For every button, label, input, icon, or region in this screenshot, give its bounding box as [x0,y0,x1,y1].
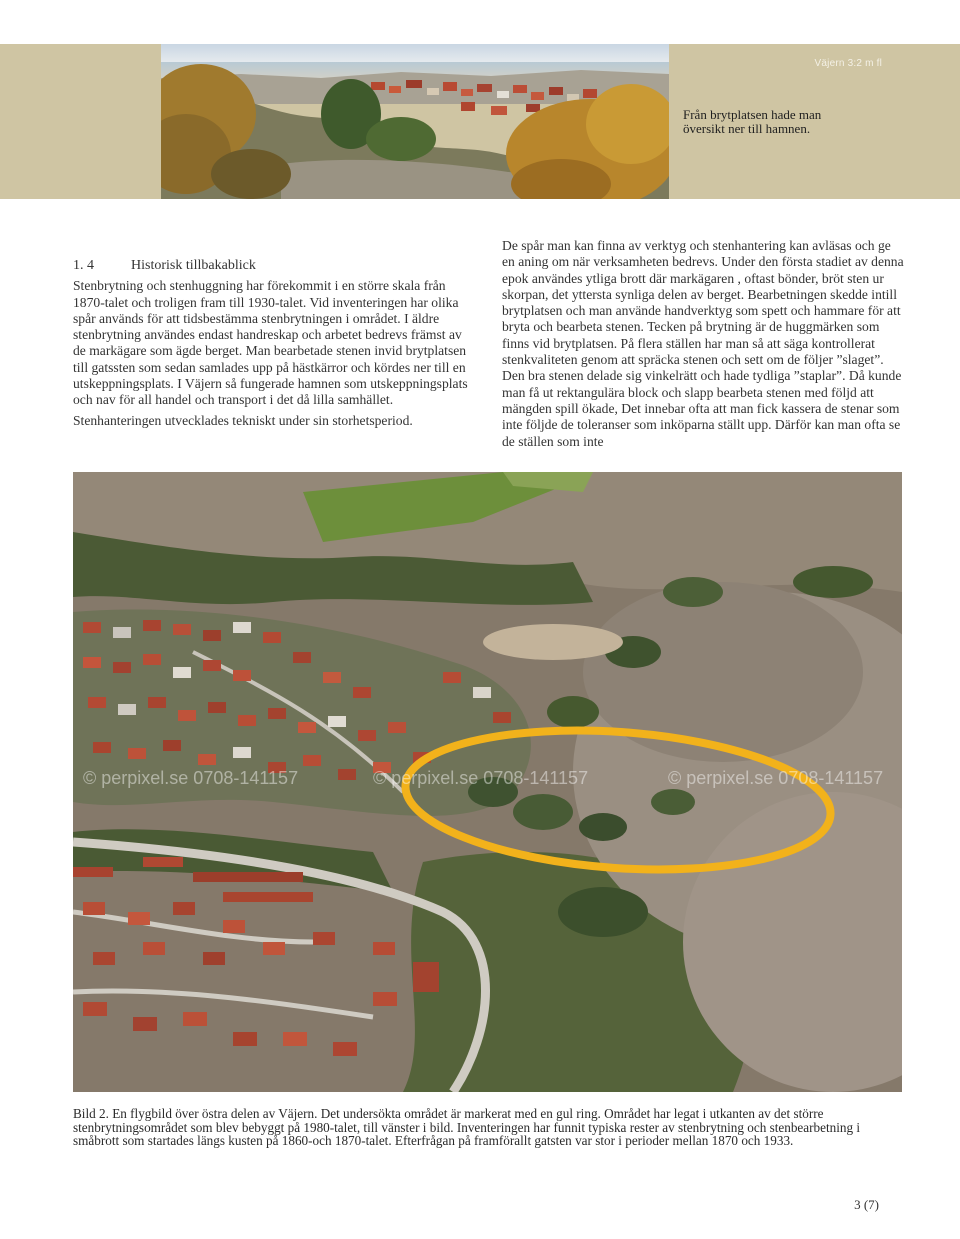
body-paragraph: De spår man kan finna av verktyg och stenhantering kan avläsas och ge en aning om när verksamheten bedrevs. Under den första stadiet av denna epok användes ytliga brott där markägaren , oftast bönder, bröt sten ur skorpan, det yttersta synliga delen av berget. Bearbetningen skedde intill brytplatsen och man använde handverktyg som spett och hammare för att bryta och bearbeta stenen. Tecken på brytning är de huggmärken som finns vid brytplatsen. På flera ställen har man så att säga kontrollerat stenkvaliteten genom att spräcka stenen och sett om de följer ”slaget”. Den bra stenen delade sig vinkelrätt och hade tydliga ”staplar”. Då kunde man få ut rektangulära block och slapp bearbeta stenen med följd att mängden spill ökade, Det innebar ofta att man fick kassera de stenar som inte följde de toleranser som inköparna ställt upp. Därför kan man ofta se de ställen som inte [502,238,904,449]
body-paragraph: Stenbrytning och stenhuggning har förekommit i en större skala från 1870-talet och troligen fram till 1930-talet. Vid inventeringen har olika spår används för att tidsbestämma stenbrytningen i området. I äldre stenbrytning användes endast handreskap och arbetet bedrevs främst av de markägare som ägde berget. Man bearbetade stenen invid brytplatsen till gatssten som sedan samlades upp på hästkärror och kördes ner till en utskeppningsplats. I Väjern så fungerade hamnen som utskeppningsplats och nav för all handel och transport i det då lilla samhället. [73,278,468,408]
watermark: © perpixel.se 0708-141157 [373,768,589,788]
harbor-photo-illustration [161,44,669,199]
page-number: 3 (7) [854,1197,879,1212]
section-number: 1. 4 [73,258,94,273]
harbor-photo [161,44,669,199]
property-label: Väjern 3:2 m fl [814,58,882,69]
watermark: © perpixel.se 0708-141157 [83,768,299,788]
aerial-photo [73,472,902,1092]
watermark: © perpixel.se 0708-141157 [668,768,884,788]
aerial-photo-illustration [73,472,902,1092]
top-banner [0,44,960,199]
section-title: Historisk tillbakablick [131,258,256,273]
figure-caption: Bild 2. En flygbild över östra delen av Väjern. Det undersökta området är markerat med en gul ring. Området har legat i utkanten av det större stenbrytningsområdet som blev bebyggt på 1980-talet, till vänster i bild. Inventeringen har funnit typiska rester av stenbrytning och stenbearbetning i småbrott som startades längs kusten på 1860-och 1870-talet. Efterfrågan på framförallt gatsten var stor i perioder mellan 1870 och 1933. [73,1106,861,1149]
right-column [502,238,906,464]
body-paragraph: Stenhanteringen utvecklades tekniskt under sin storhetsperiod. [73,412,413,428]
banner-caption: Från brytplatsen hade man översikt ner till hamnen. [683,107,822,136]
left-column [73,258,478,433]
section-heading [73,258,478,274]
